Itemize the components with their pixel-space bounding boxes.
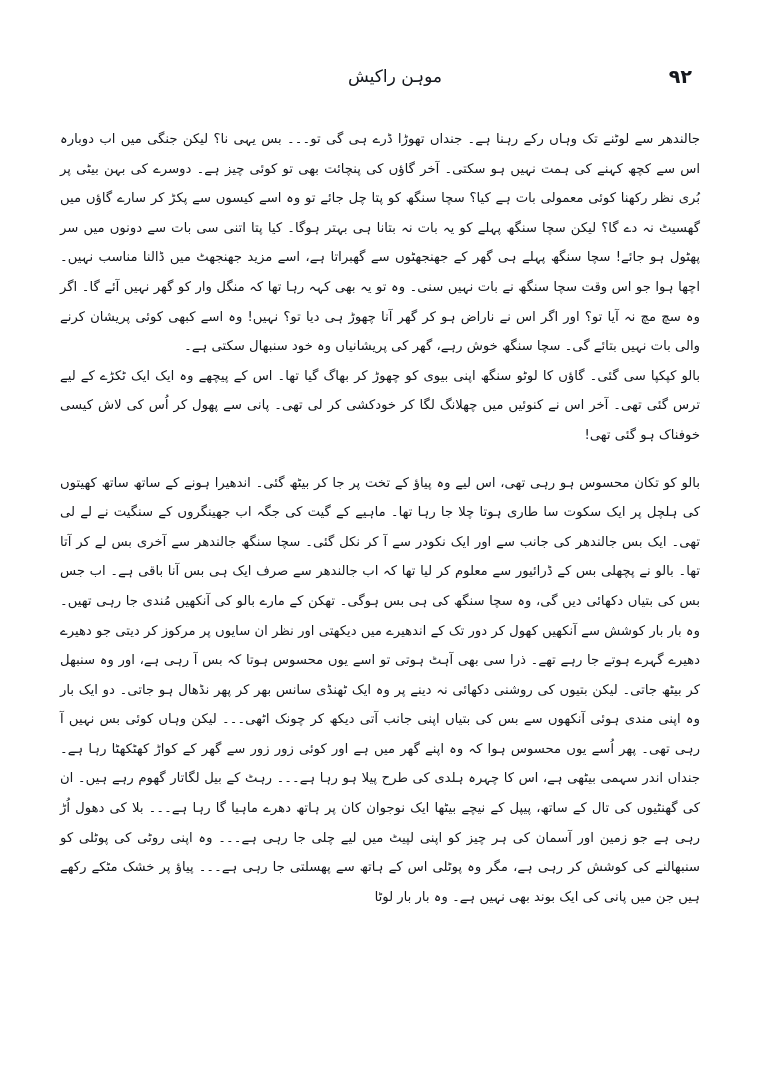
page-number: ۹۲	[668, 66, 692, 88]
paragraph: بالو کپکپا سی گئی۔ گاؤں کا لوٹو سنگھ اپنی بیوی کو چھوڑ کر بھاگ گیا تھا۔ اس کے پیچھے وہ ایک ایک ٹکڑے کے لیے ترس گئی تھی۔ آخر اس نے کنوئیں میں چھلانگ لگا کر خودکشی کر لی تھی۔ پانی سے پھول کر اُس کی لاش کیسی خوفناک ہو گئی تھی!	[60, 368, 700, 443]
running-title: موہن راکیش	[347, 67, 443, 87]
paragraph: بالو کو تکان محسوس ہو رہی تھی، اس لیے وہ پیاؤ کے تخت پر جا کر بیٹھ گئی۔ اندھیرا ہونے کے ساتھ ساتھ کھیتوں کی ہلچل پر ایک سکوت سا طاری ہوتا چلا جا رہا تھا۔ ماہیے کے گیت کی جگہ اب جھینگروں کے سنگیت نے لے لی تھی۔ ایک بس جالندھر کی جانب سے اور ایک نکودر سے آ کر نکل گئی۔ سچا سنگھ جالندھر سے آخری بس لے کر آتا تھا۔ بالو نے پچھلی بس کے ڈرائیور سے معلوم کر لیا تھا کہ اب جالندھر سے صرف ایک ہی بس آنا باقی ہے۔ اب جس بس کی بتیاں دکھائی دیں گی، وہ سچا سنگھ کی ہی بس ہوگی۔ تھکن کے مارے بالو کی آنکھیں مُندی جا رہی تھیں۔ وہ بار بار کوشش سے آنکھیں کھول کر دور تک کے اندھیرے میں دیکھتی اور نظر ان سایوں پر مرکوز کر دیتی جو دھیرے دھیرے گہرے ہوتے جا رہے تھے۔ ذرا سی بھی آہٹ ہوتی تو اسے یوں محسوس ہوتا کہ بس آ رہی ہے، اور وہ سنبھل کر بیٹھ جاتی۔ لیکن بتیوں کی روشنی دکھائی نہ دینے پر وہ ایک ٹھنڈی سانس بھر کر پھر نڈھال ہو جاتی۔ دو ایک بار وہ اپنی مندی ہوئی آنکھوں سے بس کی بتیاں اپنی جانب آتی دیکھ کر چونک اٹھی۔۔۔ لیکن وہاں کوئی بس نہیں آ رہی تھی۔ پھر اُسے یوں محسوس ہوا کہ وہ اپنے گھر میں ہے اور کوئی زور زور سے گھر کے کواڑ کھٹکھٹا رہا ہے۔ جنداں اندر سہمی بیٹھی ہے، اس کا چہرہ ہلدی کی طرح پیلا ہو رہا ہے۔۔۔ رہٹ کے بیل لگاتار گھوم رہے ہیں۔ ان کی گھنٹیوں کی تال کے ساتھ، پیپل کے نیچے بیٹھا ایک نوجوان کان پر ہاتھ دھرے ماہیا گا رہا ہے۔۔۔ بلا کی دھول اُڑ رہی ہے جو زمین اور آسمان کی ہر چیز کو اپنی لپیٹ میں لیے چلی جا رہی ہے۔۔۔ وہ اپنی روٹی کی پوٹلی کو سنبھالنے کی کوشش کر رہی ہے، مگر وہ پوٹلی اس کے ہاتھ سے پھسلتی جا رہی ہے۔۔۔ پیاؤ پر خشک مٹکے رکھے ہیں جن میں پانی کی ایک بوند بھی نہیں ہے۔ وہ بار بار لوٹا	[60, 475, 700, 905]
page-header	[70, 66, 720, 96]
paragraph: جالندھر سے لوٹنے تک وہاں رکے رہنا ہے۔ جنداں تھوڑا ڈرے ہی گی تو۔۔۔ بس یہی نا؟ لیکن جنگی میں اب دوبارہ اس سے کچھ کہنے کی ہمت نہیں ہو سکتی۔ آخر گاؤں کی پنچائت بھی تو کوئی چیز ہے۔ دوسرے کی بہن بیٹی پر بُری نظر رکھنا کوئی معمولی بات ہے کیا؟ سچا سنگھ کو پتا چل جائے تو وہ اسے کیسوں سے پکڑ کر سارے گاؤں میں گھسیٹ نہ دے گا؟ لیکن سچا سنگھ پہلے کو یہ بات نہ بتانا ہی بہتر ہوگا۔ کیا پتا اتنی سی بات سے دونوں میں سر پھٹول ہو جائے! سچا سنگھ پہلے ہی گھر کے جھنجھٹوں سے گھبراتا ہے، اسے مزید جھنجھٹ میں ڈالنا مناسب نہیں۔ اچھا ہوا جو اس وقت سچا سنگھ نے بات نہیں سنی۔ وہ تو یہ بھی کہہ رہا تھا کہ منگل وار کو گھر نہیں آئے گا۔ اگر وہ سچ مچ نہ آیا تو؟ اور اگر اس نے ناراض ہو کر گھر آنا چھوڑ ہی دیا تو؟ نہیں! وہ اسے کبھی کوئی پریشان کرنے والی بات نہیں بتائے گی۔ سچا سنگھ خوش رہے، گھر کی پریشانیاں وہ خود سنبھال سکتی ہے۔	[60, 132, 700, 355]
body-text	[60, 125, 700, 912]
